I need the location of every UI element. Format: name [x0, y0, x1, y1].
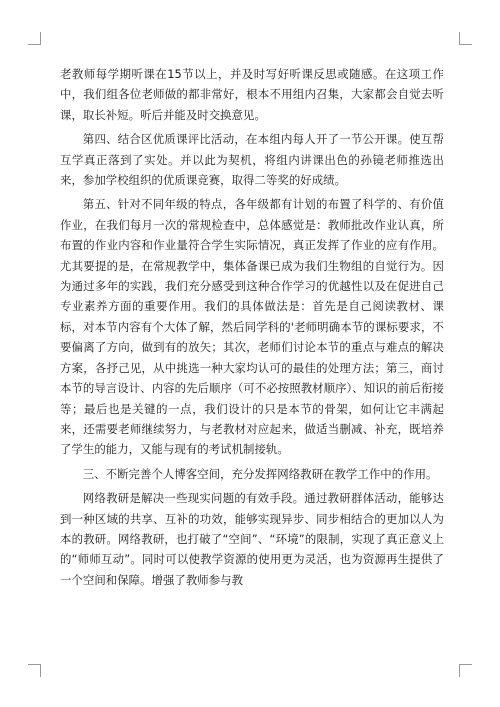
- paragraph-point-four: 第四、结合区优质课评比活动，在本组内每人开了一节公开课。使互帮互学真正落到了实处。并以此为契机，将组内讲课出色的孙镜老师推选出来，参加学校组织的优质课竞赛，取得二等奖的好成绩。: [60, 132, 444, 188]
- paragraph-network-research: 网络教研是解决一些现实问题的有效手段。通过教研群体活动，能够达到一种区域的共享、互补的功效，能够实现异步、同步相结合的更加以人为本的教研。网络教研，也打破了“空间”、“环境”的限制，实现了真正意义上的“师师互动”。同时可以使教学资源的使用更为灵活，也为资源再生提供了一个空间和保障。增强了教师参与教: [60, 491, 444, 587]
- section-heading-three: 三、不断完善个人博客空间，充分发挥网络教研在教学工作中的作用。: [82, 466, 438, 481]
- crop-mark-top-left: [28, 32, 41, 45]
- document-body: [60, 64, 444, 594]
- crop-mark-bottom-right: [459, 664, 472, 677]
- paragraph-point-five: 第五、针对不同年级的特点，各年级都有计划的布置了科学的、有价值作业，在我们每月一次的常规检查中，总体感觉是：教师批改作业认真，所布置的作业内容和作业量符合学生实际情况，真正发挥了作业的应有作用。尤其要提的是，在常规教学中，集体备课已成为我们生物组的自觉行为。因为通过多年的实践，我们充分感受到这种合作学习的优越性以及在促进自己专业素养方面的重要作用。我们的具体做法是：首先是自己阅读教材、课标，对本节内容有个大体了解，然后同学科的'老师明确本节的课标要求，不要偏离了方向，做到有的放矢；其次，老师们讨论本节的重点与难点的解决方案，各抒己见，从中挑选一种大家均认可的最佳的处理方法；第三，商讨本节的导言设计、内容的先后顺序（可不必按照教材顺序）、知识的前后衔接等；最后也是关键的一点，我们设计的只是本节的骨架，如何让它丰满起来，还需要老师继续努力，与老教材对应起来，做适当删减、补充，既培养了学生的能力，又能与现有的考试机制接轨。: [60, 197, 444, 457]
- crop-mark-bottom-left: [28, 664, 41, 677]
- paragraph-continuation: 老教师每学期听课在15节以上，并及时写好听课反思或随感。在这项工作中，我们组各位老师做的都非常好，根本不用组内召集，大家都会自觉去听课，取长补短。听后并能及时交换意见。: [60, 67, 444, 122]
- crop-mark-top-right: [459, 32, 472, 45]
